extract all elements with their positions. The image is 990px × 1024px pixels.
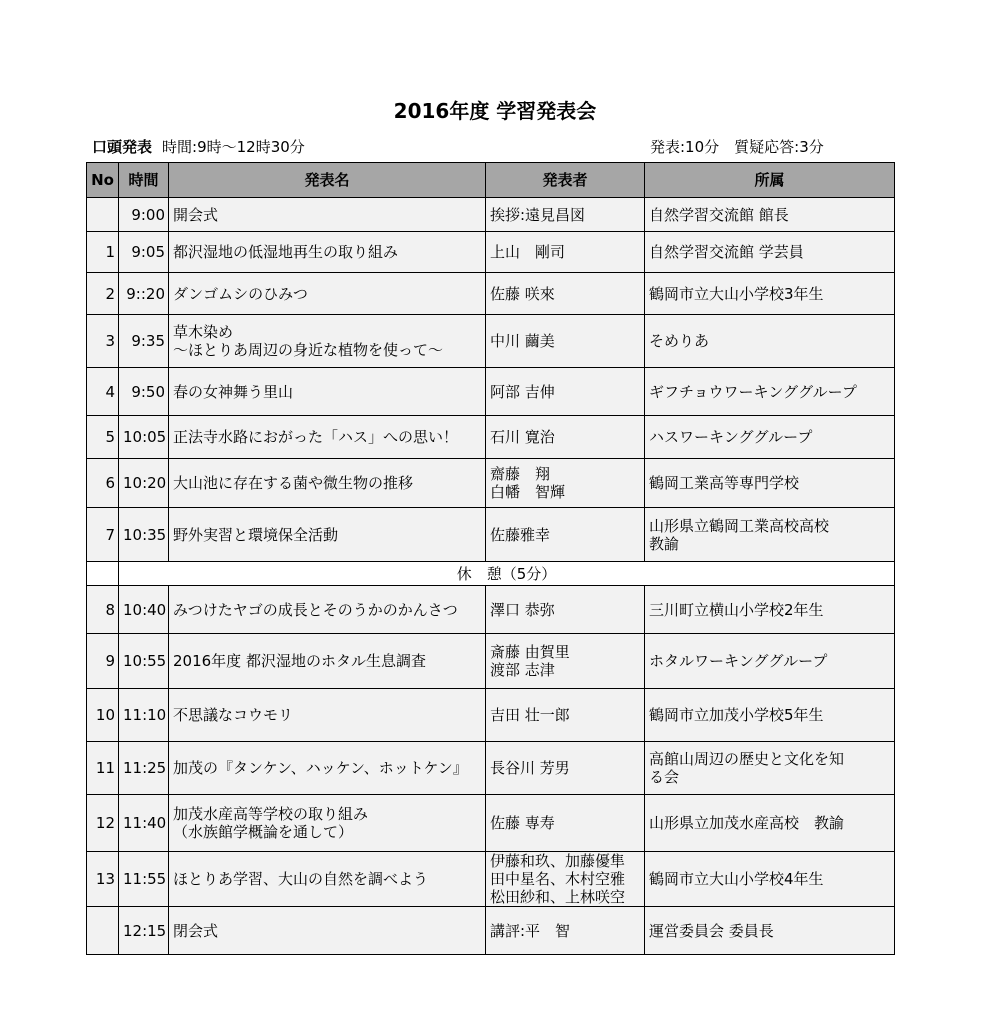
row-title [169,273,486,315]
header-time: 時間 [119,163,169,198]
break-row [87,562,895,586]
row-affiliation-line: 鶴岡市立大山小学校4年生 [649,870,824,888]
session-info [92,136,305,157]
row-title-line: 閉会式 [173,921,219,940]
row-title [169,907,486,955]
row-number [87,198,119,232]
row-presenter [486,416,645,459]
row-presenter-line: 挨拶:遠見昌図 [490,205,586,224]
row-title-line: （水族館学概論を通して） [173,823,354,841]
row-time: 10:20 [119,459,169,508]
row-affiliation-line: ギフチョウワーキンググループ [649,382,857,401]
row-number: 8 [87,586,119,634]
row-presenter [486,368,645,416]
row-affiliation-line: そめりあ [649,332,710,350]
row-affiliation [645,232,895,273]
row-title [169,508,486,562]
row-affiliation [645,315,895,368]
row-presenter [486,852,645,907]
row-presenter [486,689,645,742]
row-time: 12:15 [119,907,169,955]
row-affiliation-line: 教諭 [649,534,680,553]
row-affiliation [645,459,895,508]
row-presenter-line: 澤口 恭弥 [490,600,555,619]
row-title-line: ダンゴムシのひみつ [173,284,308,303]
row-affiliation [645,689,895,742]
row-title-line: 開会式 [173,205,219,224]
row-affiliation [645,508,895,562]
row-presenter [486,315,645,368]
session-label: 口頭発表 [92,138,153,156]
session-time: 時間:9時～12時30分 [162,138,305,156]
row-number: 6 [87,459,119,508]
table-row [87,315,895,368]
row-title-line: みつけたヤゴの成長とそのうかのかんさつ [173,600,458,619]
row-affiliation-line: 山形県立鶴岡工業高校高校 [649,516,830,535]
row-title-line: 春の女神舞う里山 [173,382,294,401]
row-title [169,852,486,907]
row-presenter [486,459,645,508]
row-time: 11:40 [119,795,169,852]
row-time: 10:40 [119,586,169,634]
table-row [87,689,895,742]
row-presenter-line: 斎藤 由賀里 [490,643,570,661]
row-number: 9 [87,634,119,689]
row-title [169,315,486,368]
row-title [169,634,486,689]
row-title [169,742,486,795]
row-time: 9:05 [119,232,169,273]
table-row [87,795,895,852]
table-row [87,742,895,795]
row-title [169,198,486,232]
row-time: 11:10 [119,689,169,742]
row-title [169,689,486,742]
row-affiliation [645,368,895,416]
row-affiliation [645,416,895,459]
row-presenter-line: 田中星名、木村空雅 [490,870,626,888]
row-title-line: 大山池に存在する菌や微生物の推移 [173,474,414,492]
row-presenter [486,273,645,315]
row-title-line: 都沢湿地の低湿地再生の取り組み [173,243,399,261]
row-affiliation-line: 鶴岡市立大山小学校3年生 [649,284,824,303]
row-number: 3 [87,315,119,368]
row-number: 4 [87,368,119,416]
row-title-line: 2016年度 都沢湿地のホタル生息調査 [173,652,426,670]
row-affiliation-line: る会 [649,768,680,786]
header-title: 発表名 [169,163,486,198]
table-header-row [87,163,895,198]
row-presenter-line: 佐藤雅幸 [490,525,551,544]
table-row [87,586,895,634]
row-number: 12 [87,795,119,852]
table-row [87,459,895,508]
row-affiliation [645,273,895,315]
row-presenter [486,634,645,689]
header-presenter: 発表者 [486,163,645,198]
row-title-line: ～ほとりあ周辺の身近な植物を使って～ [173,341,444,359]
row-time: 9::20 [119,273,169,315]
row-presenter-line: 渡部 志津 [490,661,555,679]
header-affiliation: 所属 [645,163,895,198]
row-affiliation-line: ホタルワーキンググループ [649,652,828,670]
row-title-line: 加茂の『タンケン、ハッケン、ホットケン』 [173,759,468,777]
table-row [87,273,895,315]
table-row [87,634,895,689]
row-presenter-line: 阿部 吉伸 [490,382,555,401]
row-presenter-line: 石川 寛治 [490,428,555,446]
schedule-body [87,198,895,955]
row-number: 2 [87,273,119,315]
row-time: 9:00 [119,198,169,232]
row-affiliation [645,742,895,795]
row-number: 11 [87,742,119,795]
row-title-line: 草木染め [173,323,234,341]
row-presenter [486,742,645,795]
row-presenter-line: 齋藤 翔 [490,465,551,483]
row-presenter [486,198,645,232]
row-title [169,459,486,508]
row-title [169,232,486,273]
table-row [87,907,895,955]
row-affiliation-line: ハスワーキンググループ [649,428,813,446]
row-affiliation-line: 運営委員会 委員長 [649,921,774,940]
row-presenter-line: 中川 繭美 [490,332,555,350]
row-affiliation [645,198,895,232]
row-presenter-line: 長谷川 芳男 [490,759,570,777]
row-affiliation-line: 鶴岡市立加茂小学校5年生 [649,706,824,724]
row-affiliation [645,586,895,634]
row-time: 10:35 [119,508,169,562]
row-number: 10 [87,689,119,742]
row-affiliation [645,795,895,852]
row-presenter [486,508,645,562]
row-title-line: ほとりあ学習、大山の自然を調べよう [173,870,429,888]
row-title [169,795,486,852]
row-time: 9:50 [119,368,169,416]
table-row [87,852,895,907]
row-title [169,368,486,416]
table-row [87,508,895,562]
row-time: 11:25 [119,742,169,795]
break-no-cell [87,562,119,586]
row-affiliation-line: 自然学習交流館 館長 [649,205,789,224]
presentation-rules: 発表:10分 質疑応答:3分 [650,138,824,156]
row-presenter [486,795,645,852]
document-title: 2016年度 学習発表会 [393,99,597,123]
row-presenter [486,232,645,273]
row-title [169,416,486,459]
row-affiliation [645,634,895,689]
row-time: 11:55 [119,852,169,907]
row-affiliation-line: 山形県立加茂水産高校 教諭 [649,814,845,832]
row-affiliation [645,907,895,955]
row-number: 7 [87,508,119,562]
row-title [169,586,486,634]
row-affiliation-line: 鶴岡工業高等専門学校 [649,474,800,492]
row-presenter-line: 白幡 智輝 [490,483,566,501]
row-presenter-line: 上山 剛司 [490,243,566,261]
row-affiliation-line: 高館山周辺の歴史と文化を知 [649,750,845,768]
row-time: 10:05 [119,416,169,459]
row-time: 10:55 [119,634,169,689]
row-presenter [486,907,645,955]
row-presenter-line: 講評:平 智 [490,921,571,940]
row-presenter-line: 吉田 壮一郎 [490,706,570,724]
row-affiliation-line: 自然学習交流館 学芸員 [649,243,804,261]
row-number: 13 [87,852,119,907]
row-number [87,907,119,955]
row-title-line: 正法寺水路におがった「ハス」への思い！ [173,428,459,446]
table-row [87,232,895,273]
row-affiliation-line: 三川町立横山小学校2年生 [649,600,824,619]
row-time: 9:35 [119,315,169,368]
row-presenter-line: 佐藤 咲來 [490,284,555,303]
break-label: 休 憩（5分） [119,562,895,586]
row-presenter-line: 佐藤 専寿 [490,814,555,832]
row-number: 1 [87,232,119,273]
row-presenter-line: 伊藤和玖、加藤優隼 [490,852,626,870]
table-row [87,416,895,459]
table-row [87,368,895,416]
row-title-line: 野外実習と環境保全活動 [173,525,339,544]
row-presenter-line: 松田紗和、上林咲空 [490,888,626,906]
table-row [87,198,895,232]
row-title-line: 不思議なコウモリ [173,706,294,724]
row-presenter [486,586,645,634]
row-title-line: 加茂水産高等学校の取り組み [173,805,369,823]
header-no: No [87,163,119,198]
row-affiliation [645,852,895,907]
schedule-table [86,162,895,955]
row-number: 5 [87,416,119,459]
